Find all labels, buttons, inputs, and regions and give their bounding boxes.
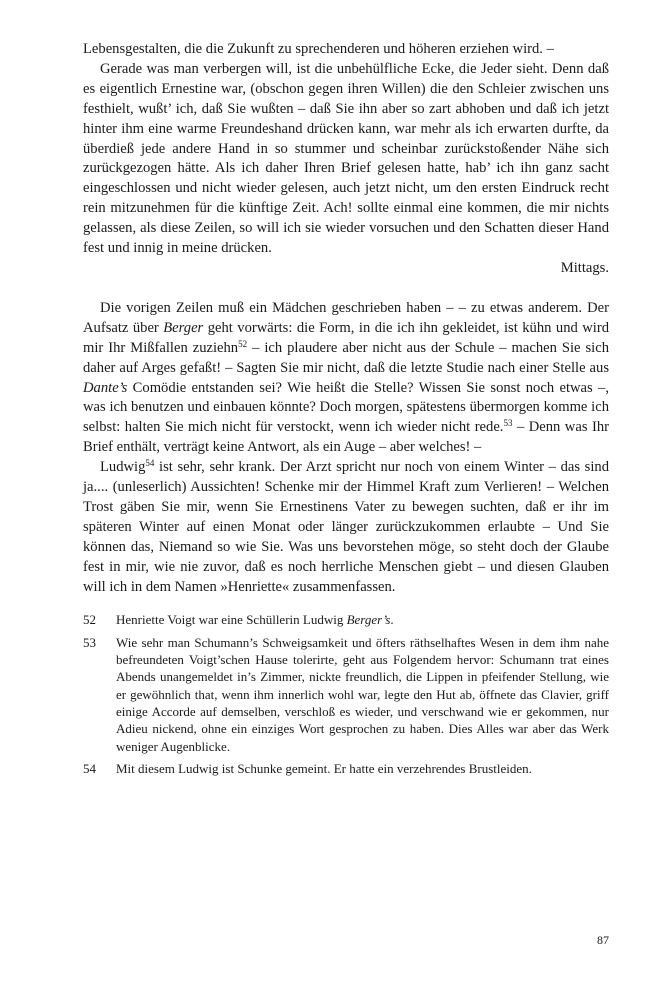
text-run: Die vorigen Zeilen muß ein Mädchen geschrieben haben – – zu etwas anderem. Der Aufsatz über	[83, 299, 609, 336]
paragraph-3	[83, 299, 609, 458]
footnote-text: Wie sehr man Schumann’s Schweigsamkeit und öfters räthselhaftes Wesen in dem ihm nahe befreundeten Voigt’schen Hause tolerirte, geht aus Folgendem hervor: Schumann trat eines Abends unangemeldet in’s Zimmer, nickte freundlich, die Lippen in pfeifender Stellung, wie er gewöhnlich that, wenn ihm innerlich wohl war, legte den Hut ab, öffnete das Clavier, griff einige Accorde auf demselben, verschloß es wieder, und verschwand wie er gekommen, nur Adieu nickend, ohne ein einziges Wort gesprochen zu haben. Dies Alles war aber das Werk weniger Augenblicke.	[116, 634, 609, 754]
footnote-52	[83, 611, 609, 628]
footnote-ref-53[interactable]: 53	[503, 418, 513, 429]
text-run: Henriette Voigt war eine Schüllerin Ludwig	[116, 612, 347, 628]
emphasis-dante: Dante’s	[83, 379, 128, 396]
body-text	[83, 40, 609, 597]
footnote-54	[83, 760, 609, 777]
text-run: Comödie entstanden sei? Wie heißt die Stelle? Wissen Sie sonst noch etwas –, was ich benutzen und einbauen könnte? Doch morgen, spätestens übermorgen komme ich selbst: halten Sie mich nicht für verstockt, wenn ich wieder nicht rede.	[83, 379, 609, 436]
footnote-number: 53	[83, 634, 96, 650]
paragraph-2: Gerade was man verbergen will, ist die unbehülfliche Ecke, die Jeder sieht. Denn daß es eigentlich Ernestine war, (obschon gegen ihren Willen) die den Schleier zwischen uns festhielt, wußt’ ich, daß Sie wußten – daß Sie ihn aber so zart abhoben und daß ich jetzt hinter ihm eine warme Freundeshand drücken kann, war mehr als ich erwarten durfte, da überdieß jede andere Hand in so stummer und scheinbar zurückstoßender Nähe sich zurückgezogen hätte. Als ich daher Ihren Brief gelesen hatte, hab’ ich ihn ganz sacht eingeschlossen und nicht wieder gelesen, auch jetzt nicht, um den ersten Eindruck recht rein mitzunehmen für die künftige Zeit. Ach! sollte einmal eine kommen, die mir nichts gelassen, als diese Zeilen, so will ich sie wieder vorsuchen und den Schatten dieser Hand fest und innig in meine drücken.	[83, 60, 609, 257]
text-run: – Denn was Ihr Brief enthält, verträgt keine Antwort, als ein Auge – aber welches! –	[83, 419, 609, 456]
footnote-ref-52[interactable]: 52	[238, 338, 248, 349]
text-run: .	[390, 612, 394, 628]
date-line: Mittags.	[560, 259, 609, 276]
text-run: ist sehr, sehr krank. Der Arzt spricht nur noch von einem Winter – das sind ja.... (unleserlich) Aussichten! Schenke mir der Himmel Kraft zum Verlieren! – Welchen Trost gäben Sie mir, wenn Sie Ernestinens Vater zu bewegen suchten, daß er ihr im späteren Winter auf einen Monat oder länger zurückzukommen erlaubte – Und Sie können das, Niemand so wie Sie. Was uns bevorstehen möge, so steht doch der Glaube fest in mir, wie nie zuvor, daß es noch herrliche Menschen giebt – und diesen Glauben will ich in dem Namen »Henriette« zusammenfassen.	[83, 459, 609, 595]
page-number: 87	[597, 933, 609, 947]
paragraph-4	[83, 458, 609, 597]
footnote-text: Mit diesem Ludwig ist Schunke gemeint. Er hatte ein verzehrendes Brustleiden.	[116, 760, 532, 776]
section-break	[83, 279, 609, 299]
text-run: Ludwig	[100, 459, 146, 476]
emphasis-berger: Berger’s	[346, 612, 391, 628]
footnote-number: 54	[83, 760, 96, 776]
text-run: – ich plaudere aber nicht aus der Schule – machen Sie sich daher auf Arges gefaßt! – Sagten Sie mir nicht, daß die letzte Studie nach einer Stelle aus	[83, 339, 609, 376]
footnotes	[83, 611, 609, 777]
footnote-number: 52	[83, 612, 96, 628]
text-run: geht vorwärts: die Form, in die ich ihn gekleidet, ist kühn und wird mir Ihr Mißfallen zuziehn	[83, 319, 609, 356]
footnote-text	[116, 611, 609, 628]
page	[83, 40, 609, 782]
footnote-ref-54[interactable]: 54	[145, 458, 155, 469]
emphasis-berger: Berger	[163, 319, 204, 336]
footnote-53	[83, 634, 609, 755]
paragraph-1: Lebensgestalten, die die Zukunft zu sprechenderen und höheren erziehen wird. –	[83, 41, 554, 57]
